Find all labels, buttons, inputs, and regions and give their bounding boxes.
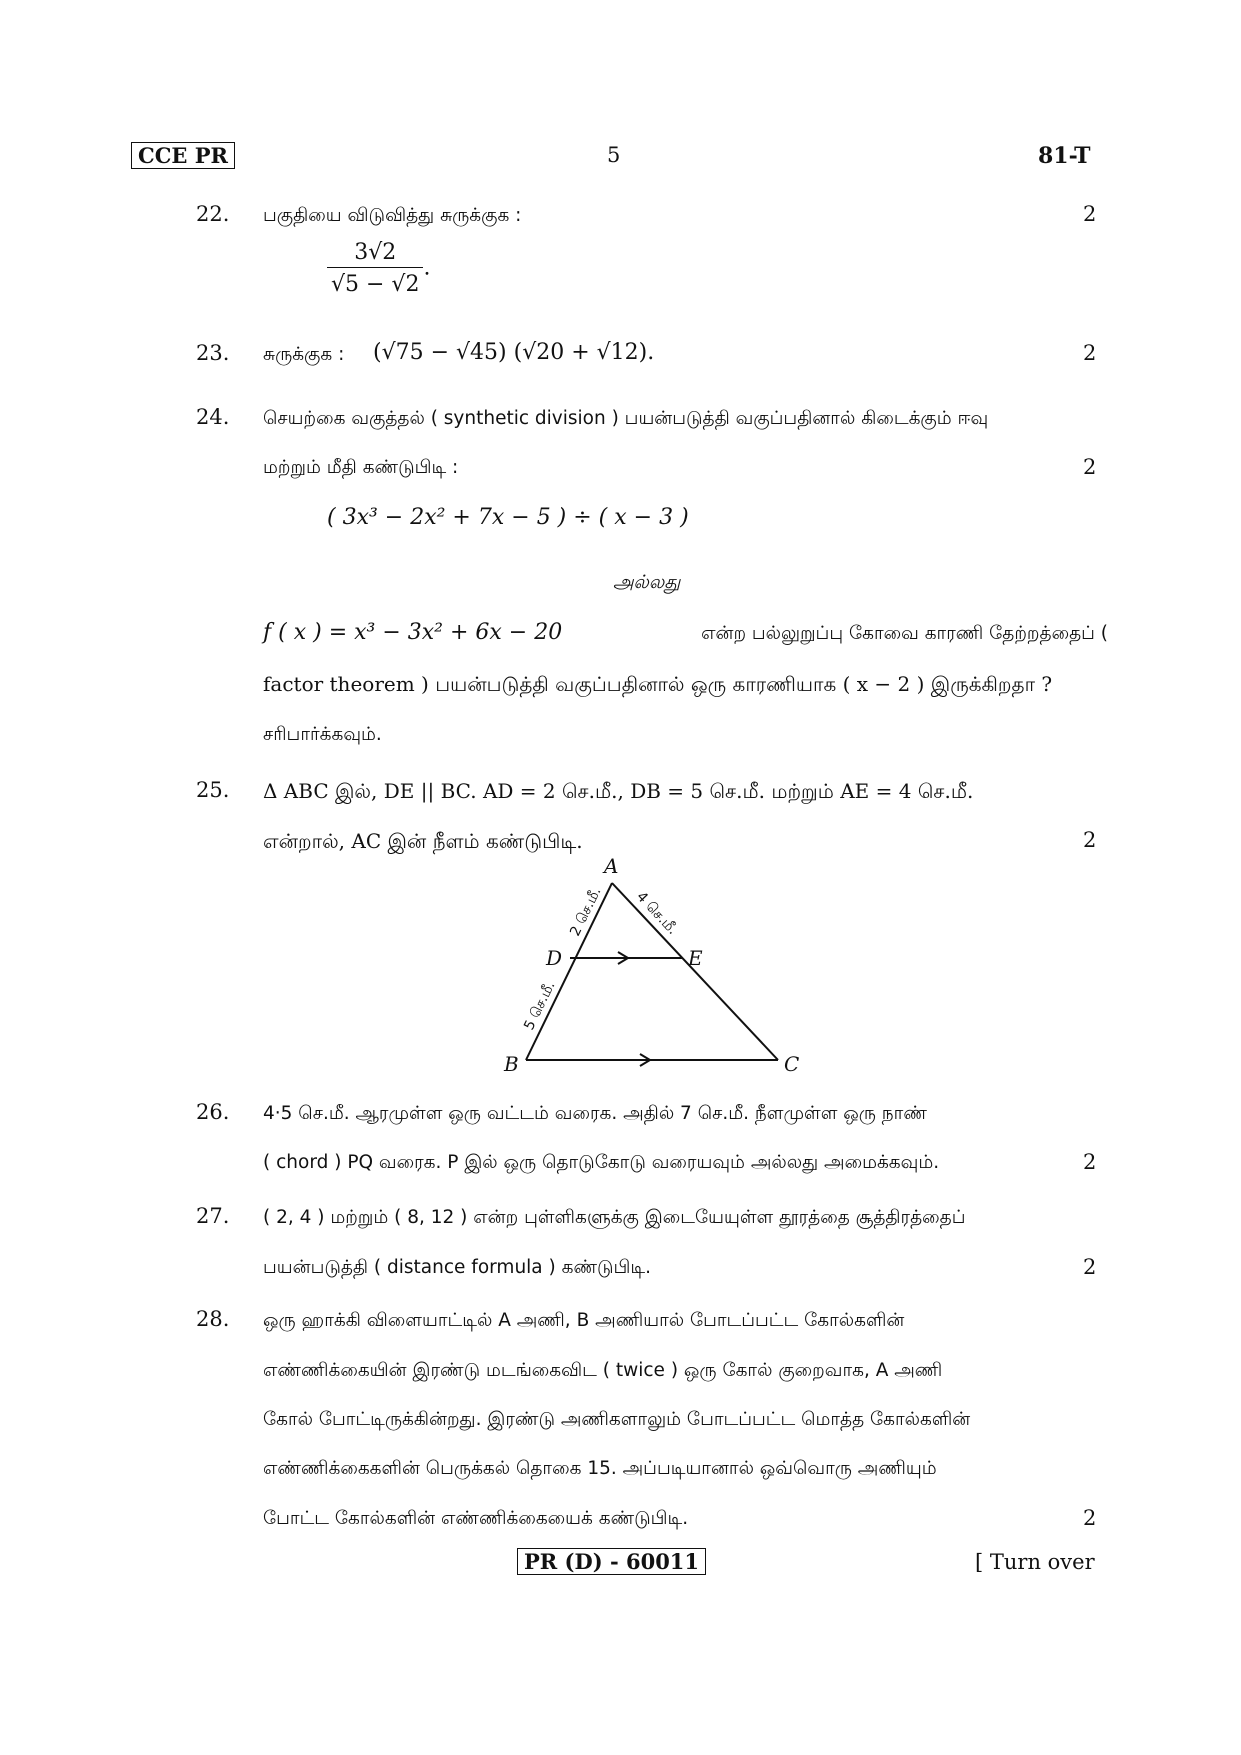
question-text: என்ற பல்லுறுப்பு கோவை காரணி தேற்றத்தைப் ( bbox=[701, 623, 1108, 644]
page-number: 5 bbox=[607, 143, 621, 167]
side-ab bbox=[526, 883, 612, 1060]
question-marks: 2 bbox=[1083, 341, 1097, 365]
question-text: 4·5 செ.மீ. ஆரமுள்ள ஒரு வட்டம் வரைக. அதில் 7 செ.மீ. நீளமுள்ள ஒரு நாண் bbox=[263, 1103, 927, 1124]
vertex-label-c: C bbox=[784, 1052, 800, 1076]
question-marks: 2 bbox=[1083, 455, 1097, 479]
question-text: ( chord ) PQ வரைக. P இல் ஒரு தொடுகோடு வரையவும் அல்லது அமைக்கவும். bbox=[263, 1152, 940, 1173]
question-marks: 2 bbox=[1083, 1506, 1097, 1530]
question-text: பயன்படுத்தி ( distance formula ) கண்டுபிடி. bbox=[263, 1257, 651, 1278]
question-text: செயற்கை வகுத்தல் ( synthetic division ) பயன்படுத்தி வகுப்பதினால் கிடைக்கும் ஈவு bbox=[263, 408, 989, 429]
question-number: 25. bbox=[196, 778, 230, 802]
length-label-db: 5 செ.மீ. bbox=[521, 978, 559, 1033]
paper-code: 81-T bbox=[1038, 143, 1091, 169]
question-number: 23. bbox=[196, 341, 230, 365]
vertex-label-a: A bbox=[604, 855, 619, 878]
question-number: 26. bbox=[196, 1100, 230, 1124]
question-text: சரிபார்க்கவும். bbox=[263, 724, 382, 745]
question-text: ஒரு ஹாக்கி விளையாட்டில் A அணி, B அணியால் போடப்பட்ட கோல்களின் bbox=[263, 1310, 905, 1331]
or-separator: அல்லது bbox=[613, 572, 681, 593]
question-text: எண்ணிக்கையின் இரண்டு மடங்கைவிட ( twice ) ஒரு கோல் குறைவாக, A அணி bbox=[263, 1360, 943, 1381]
triangle-figure bbox=[490, 855, 830, 1085]
question-text: கோல் போட்டிருக்கின்றது. இரண்டு அணிகளாலும் போடப்பட்ட மொத்த கோல்களின் bbox=[263, 1409, 971, 1430]
fraction-denominator: √5 − √2 bbox=[327, 267, 423, 297]
question-text: என்றால், AC இன் நீளம் கண்டுபிடி. bbox=[263, 829, 583, 853]
question-text-row bbox=[263, 620, 1108, 646]
side-ac bbox=[612, 883, 778, 1060]
question-marks: 2 bbox=[1083, 828, 1097, 852]
fraction-period: . bbox=[423, 255, 431, 281]
vertex-label-d: D bbox=[546, 946, 563, 970]
fraction-numerator: 3√2 bbox=[354, 240, 397, 265]
question-marks: 2 bbox=[1083, 1150, 1097, 1174]
length-label-ae: 4 செ.மீ. bbox=[633, 888, 681, 938]
fraction-expression bbox=[327, 240, 430, 297]
question-number: 28. bbox=[196, 1307, 230, 1331]
math-expression: f ( x ) = x³ − 3x² + 6x − 20 bbox=[263, 620, 563, 645]
vertex-label-e: E bbox=[688, 946, 703, 970]
length-label-ad: 2 செ.மீ. bbox=[567, 884, 605, 939]
question-number: 24. bbox=[196, 405, 230, 429]
vertex-label-b: B bbox=[504, 1052, 519, 1076]
footer-code: PR (D) - 60011 bbox=[517, 1548, 706, 1575]
question-text: மற்றும் மீதி கண்டுபிடி : bbox=[263, 457, 459, 478]
question-text: எண்ணிக்கைகளின் பெருக்கல் தொகை 15. அப்படியானால் ஒவ்வொரு அணியும் bbox=[263, 1458, 937, 1479]
question-text: பகுதியை விடுவித்து சுருக்குக : bbox=[263, 205, 522, 226]
question-number: 27. bbox=[196, 1204, 230, 1228]
question-text: factor theorem ) பயன்படுத்தி வகுப்பதினால் ஒரு காரணியாக ( x − 2 ) இருக்கிறதா ? bbox=[263, 672, 1053, 696]
question-marks: 2 bbox=[1083, 1255, 1097, 1279]
math-expression: (√75 − √45) (√20 + √12). bbox=[373, 340, 655, 365]
math-expression: ( 3x³ − 2x² + 7x − 5 ) ÷ ( x − 3 ) bbox=[327, 505, 689, 530]
question-text: ( 2, 4 ) மற்றும் ( 8, 12 ) என்ற புள்ளிகளுக்கு இடையேயுள்ள தூரத்தை சூத்திரத்தைப் bbox=[263, 1207, 966, 1228]
question-text: Δ ABC இல், DE || BC. AD = 2 செ.மீ., DB = 5 செ.மீ. மற்றும் AE = 4 செ.மீ. bbox=[263, 779, 974, 803]
question-text: சுருக்குக : bbox=[263, 344, 345, 365]
question-marks: 2 bbox=[1083, 202, 1097, 226]
header-code: CCE PR bbox=[131, 142, 235, 169]
turn-over-label: [ Turn over bbox=[975, 1550, 1095, 1574]
question-text: போட்ட கோல்களின் எண்ணிக்கையைக் கண்டுபிடி. bbox=[263, 1508, 689, 1529]
question-number: 22. bbox=[196, 202, 230, 226]
